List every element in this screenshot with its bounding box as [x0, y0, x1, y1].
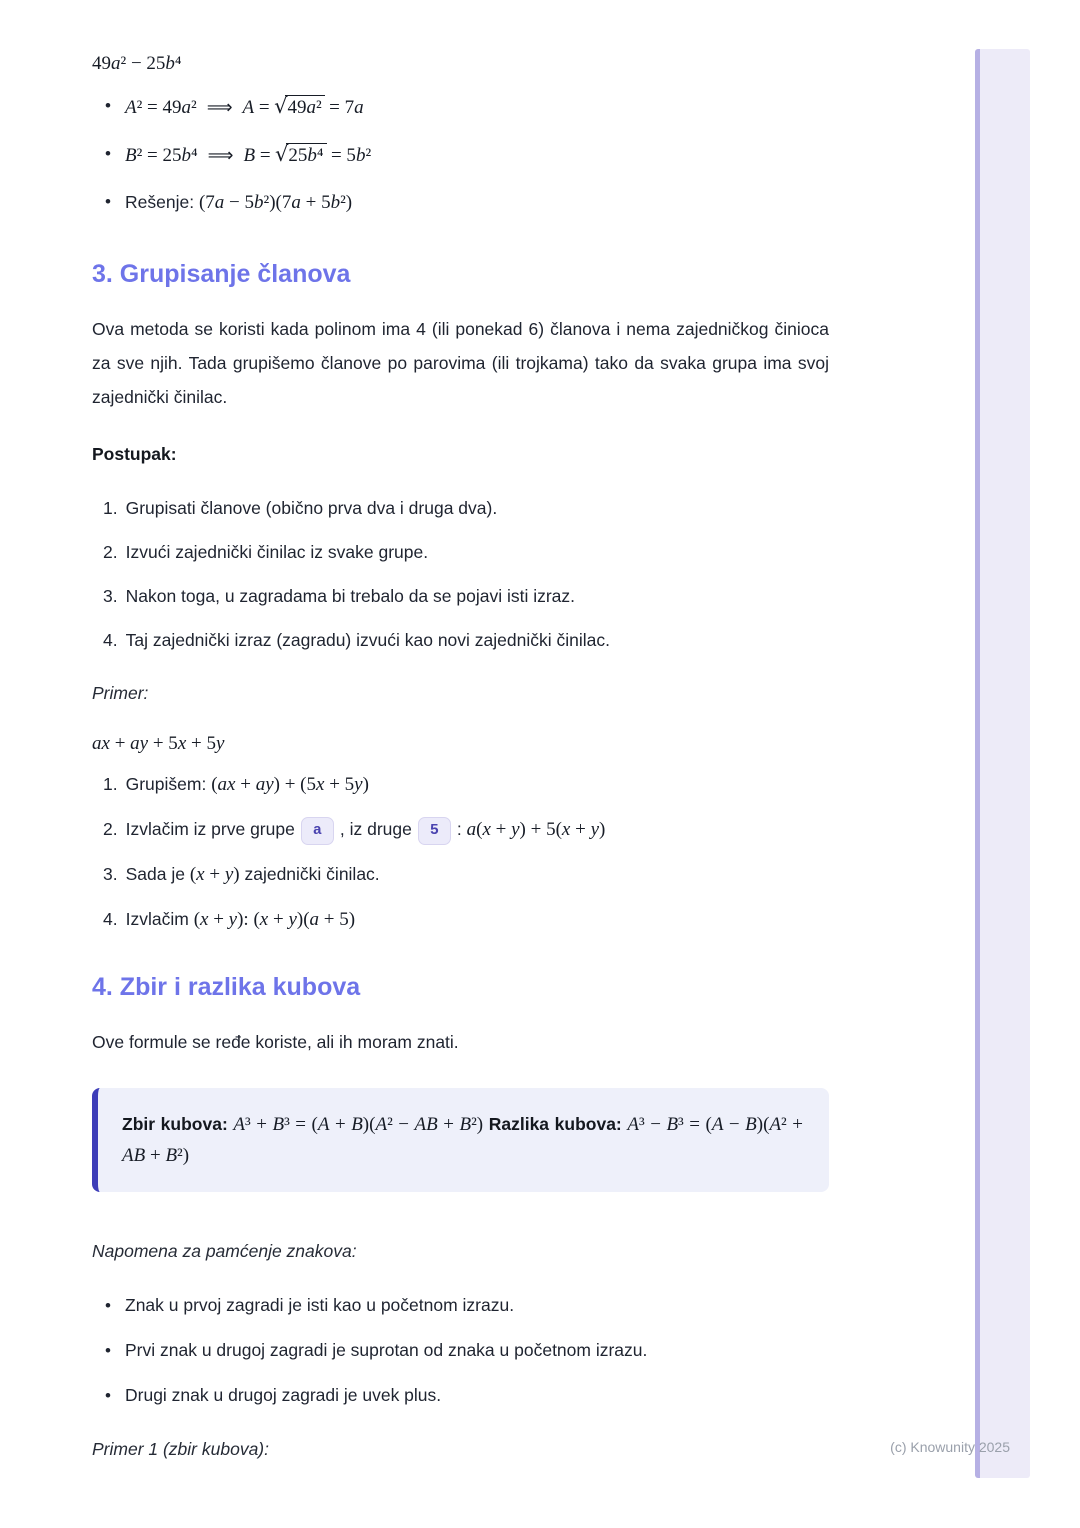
list-item: [105, 187, 829, 218]
implies-arrow-icon: ⟹: [207, 145, 234, 166]
list-item: [103, 494, 829, 522]
section-4-paragraph: Ove formule se ređe koriste, ali ih moram znati.: [92, 1032, 459, 1052]
primer-label: Primer:: [92, 683, 149, 703]
list-item-text: Drugi znak u drugoj zagradi je uvek plus.: [125, 1385, 442, 1405]
list-number: 2.: [103, 542, 118, 562]
radicand: 49a²: [285, 95, 324, 120]
math-mid: B =: [243, 145, 271, 166]
primer1-label: Primer 1 (zbir kubova):: [92, 1439, 269, 1459]
list-item-text: Nakon toga, u zagradama bi trebalo da se pojavi isti izraz.: [125, 586, 576, 606]
list-number: 2.: [103, 819, 118, 839]
math-left: A² = 49a²: [125, 97, 197, 118]
step-text: , iz druge: [339, 819, 412, 839]
list-item-text: [126, 769, 369, 800]
section-3-title: 3. Grupisanje članova: [92, 260, 351, 288]
difference-of-cubes-formula: A³ − B³ = (A − B)(A² + AB + B²): [122, 1114, 803, 1166]
list-item: [103, 538, 829, 566]
bullet-icon: •: [105, 1296, 111, 1315]
list-item: [103, 769, 829, 800]
radical-icon: √: [275, 142, 289, 166]
step-text: zajednički činilac.: [244, 864, 380, 884]
list-item-text: [125, 139, 829, 172]
list-item-text: Znak u prvoj zagradi je isti kao u početnom izrazu.: [125, 1295, 515, 1315]
step-text: Izvlačim iz prve grupe: [125, 819, 295, 839]
square-root: [275, 142, 327, 166]
sum-of-cubes-formula: A³ + B³ = (A + B)(A² − AB + B²): [233, 1114, 484, 1135]
list-item: [103, 859, 829, 890]
math-right: = 5b²: [330, 145, 372, 166]
napomena-label: Napomena za pamćenje znakova:: [92, 1241, 357, 1261]
bullet-icon: •: [105, 144, 111, 163]
step-text: Grupišem:: [125, 774, 207, 794]
solution-math: (7a − 5b²)(7a + 5b²): [198, 192, 353, 213]
list-number: 3.: [103, 586, 118, 606]
list-item-text: [125, 91, 829, 124]
list-item: [105, 1381, 829, 1410]
example-steps-list: [92, 769, 829, 935]
list-number: 1.: [103, 498, 118, 518]
difference-of-cubes-label: Razlika kubova:: [488, 1114, 622, 1134]
list-item: [103, 582, 829, 610]
postupak-steps-list: [92, 494, 829, 654]
factor-a-badge: a: [301, 817, 334, 845]
scrollbar-track[interactable]: [975, 49, 1030, 1478]
bullet-icon: •: [105, 192, 111, 211]
step-text: Izvlačim: [125, 909, 189, 929]
section-4-title: 4. Zbir i razlika kubova: [92, 973, 361, 1001]
solution-label: Rešenje:: [125, 192, 195, 212]
implies-arrow-icon: ⟹: [206, 97, 233, 118]
postupak-label: Postupak:: [92, 444, 177, 464]
grouping-expression: ax + ay + 5x + 5y: [92, 733, 225, 754]
bullet-icon: •: [105, 1341, 111, 1360]
step-math: (ax + ay) + (5x + 5y): [211, 774, 369, 795]
list-item-text: Grupisati članove (obično prva dva i druga dva).: [125, 498, 498, 518]
bullet-icon: •: [105, 96, 111, 115]
section-3-paragraph: Ova metoda se koristi kada polinom ima 4 (ili ponekad 6) članova i nema zajedničkog činioca za sve njih. Tada grupišemo članove po parovima (ili trojkama) tako da svaka grupa ima svoj zajednički činilac.: [92, 319, 829, 407]
radicand: 25b⁴: [286, 143, 326, 168]
factor-5-badge: 5: [418, 817, 451, 845]
list-number: 1.: [103, 774, 118, 794]
step-text: Sada je: [125, 864, 185, 884]
list-item: [103, 814, 829, 845]
math-mid: A =: [242, 97, 270, 118]
step-math: (x + y): (x + y)(a + 5): [193, 909, 356, 930]
list-item: [105, 1291, 829, 1320]
bullet-icon: •: [105, 1386, 111, 1405]
cube-formulas-callout: [92, 1088, 829, 1192]
difference-of-squares-expression: 49a² − 25b⁴: [92, 53, 182, 74]
math-left: B² = 25b⁴: [125, 145, 198, 166]
square-root: [274, 94, 325, 118]
list-item: [105, 139, 829, 172]
list-number: 4.: [103, 630, 118, 650]
list-item-text: [126, 814, 606, 845]
step-text: :: [456, 819, 462, 839]
sign-rules-list: [92, 1291, 829, 1410]
list-number: 3.: [103, 864, 118, 884]
radical-icon: √: [274, 94, 288, 118]
content-column: [92, 0, 829, 1463]
list-item-text: [126, 859, 380, 890]
list-item-text: Taj zajednički izraz (zagradu) izvući kao novi zajednički činilac.: [125, 630, 610, 650]
math-right: = 7a: [329, 97, 364, 118]
list-item-text: [125, 187, 829, 218]
list-item: [105, 91, 829, 124]
list-item: [103, 626, 829, 654]
intro-bullet-list: [92, 91, 829, 218]
list-number: 4.: [103, 909, 118, 929]
watermark: (c) Knowunity 2025: [890, 1439, 1010, 1455]
list-item-text: Prvi znak u drugoj zagradi je suprotan od znaka u početnom izrazu.: [125, 1340, 648, 1360]
sum-of-cubes-label: Zbir kubova:: [122, 1114, 228, 1134]
list-item: [103, 904, 829, 935]
step-math: a(x + y) + 5(x + y): [466, 819, 606, 840]
step-math: (x + y): [189, 864, 240, 885]
list-item: [105, 1336, 829, 1365]
list-item-text: Izvući zajednički činilac iz svake grupe.: [125, 542, 429, 562]
list-item-text: [126, 904, 355, 935]
